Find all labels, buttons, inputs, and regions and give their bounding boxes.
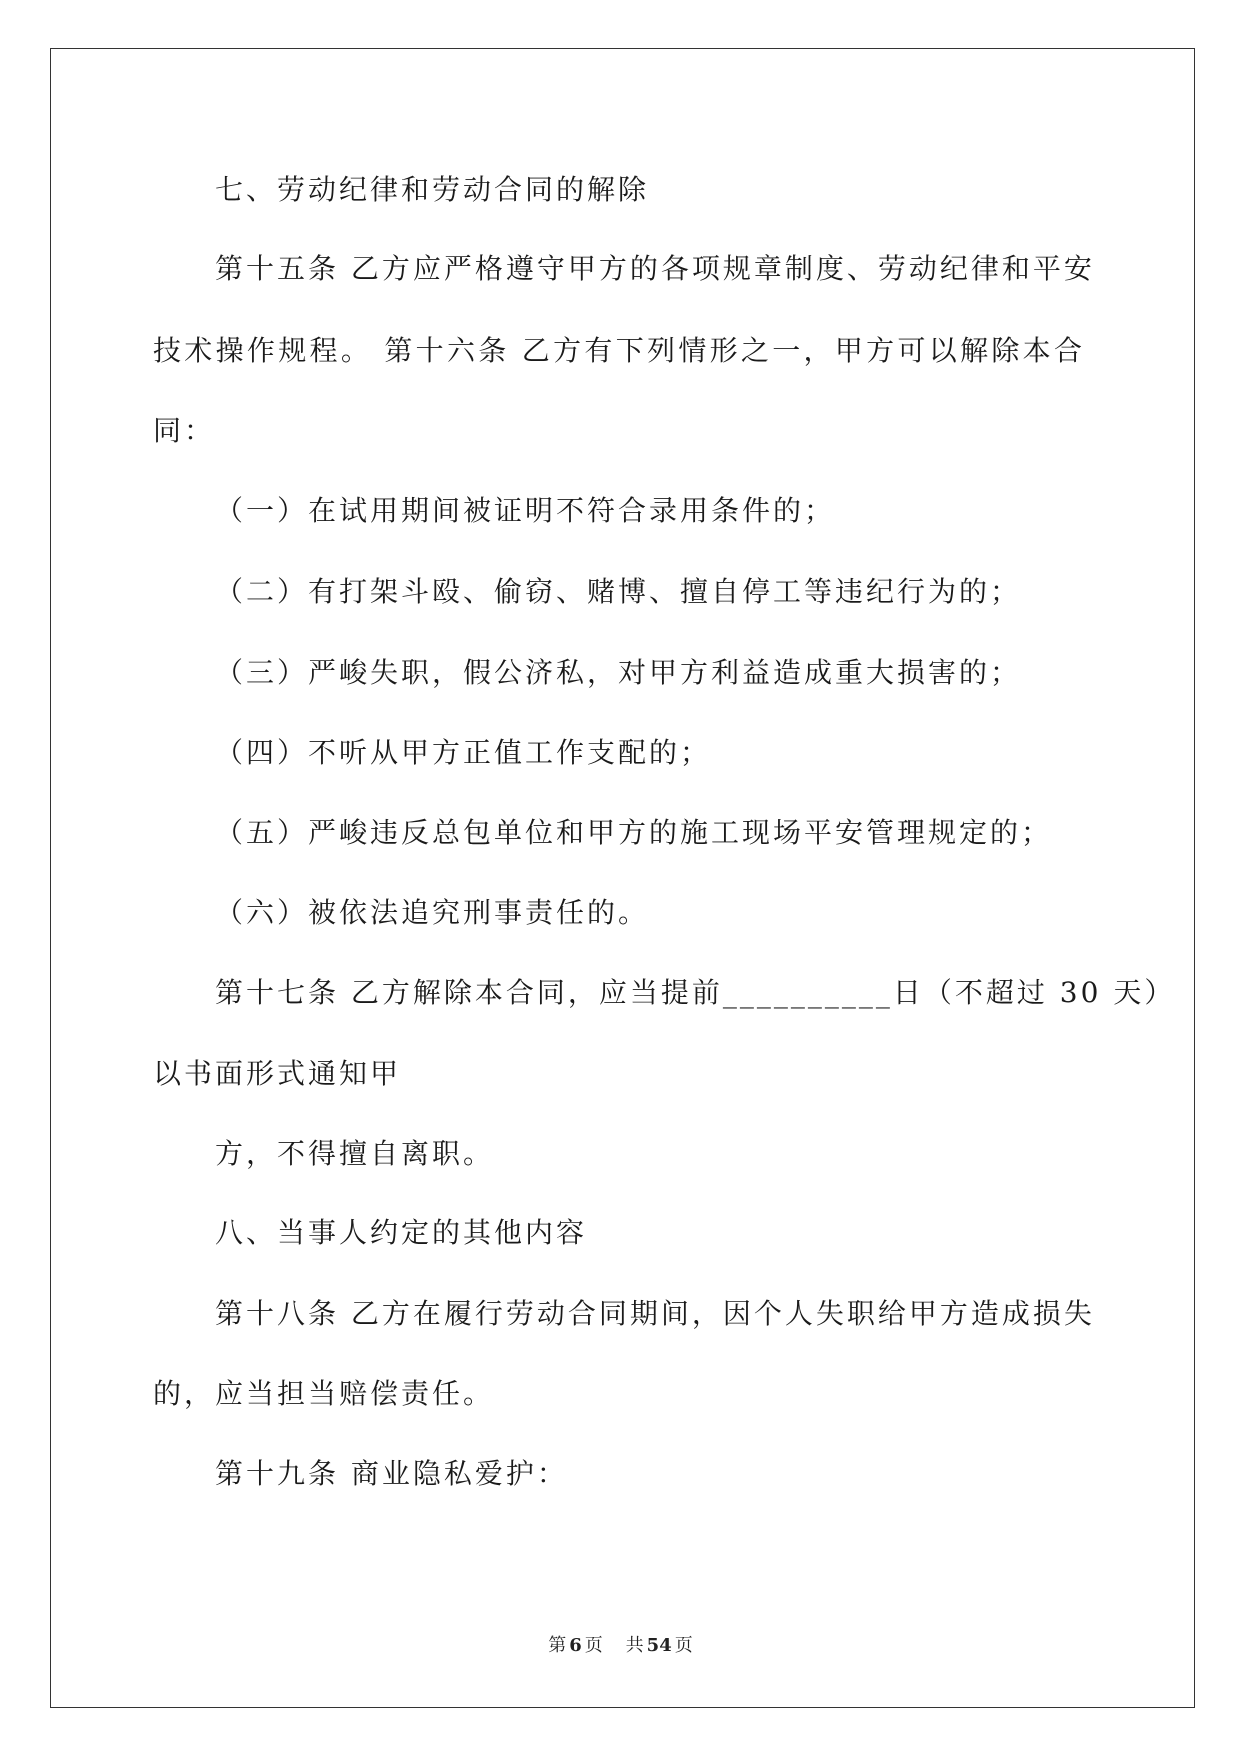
list-item: （二）有打架斗殴、偷窃、赌博、擅自停工等违纪行为的； xyxy=(215,575,1022,608)
list-item: （四）不听从甲方正值工作支配的； xyxy=(215,736,712,769)
paragraph-line: 的，应当担当赔偿责任。 xyxy=(153,1377,495,1410)
total-pages: 54 xyxy=(646,1635,672,1656)
page-suffix: 页 xyxy=(584,1635,603,1656)
list-item: （五）严峻违反总包单位和甲方的施工现场平安管理规定的； xyxy=(215,816,1053,849)
page-number: 6 xyxy=(569,1635,582,1656)
paragraph-line: 同： xyxy=(153,414,216,447)
paragraph-line: 第十七条 乙方解除本合同，应当提前__________日（不超过 30 天） xyxy=(215,976,1176,1009)
paragraph-line: 方，不得擅自离职。 xyxy=(215,1137,495,1170)
paragraph-line: 以书面形式通知甲 xyxy=(153,1057,402,1090)
paragraph-line: 第十八条 乙方在履行劳动合同期间，因个人失职给甲方造成损失 xyxy=(215,1297,1095,1330)
page-footer xyxy=(0,1634,1241,1658)
list-item: （六）被依法追究刑事责任的。 xyxy=(215,896,650,929)
total-suffix: 页 xyxy=(674,1635,693,1656)
section-heading-8: 八、当事人约定的其他内容 xyxy=(215,1216,588,1249)
total-prefix: 共 xyxy=(625,1635,644,1656)
list-item: （一）在试用期间被证明不符合录用条件的； xyxy=(215,494,836,527)
paragraph-line: 技术操作规程。 第十六条 乙方有下列情形之一，甲方可以解除本合 xyxy=(153,334,1085,367)
paragraph-line: 第十五条 乙方应严格遵守甲方的各项规章制度、劳动纪律和平安 xyxy=(215,252,1095,285)
list-item: （三）严峻失职，假公济私，对甲方利益造成重大损害的； xyxy=(215,656,1022,689)
section-heading-7: 七、劳动纪律和劳动合同的解除 xyxy=(215,173,650,206)
paragraph-line: 第十九条 商业隐私爱护： xyxy=(215,1457,568,1490)
page-prefix: 第 xyxy=(548,1635,567,1656)
